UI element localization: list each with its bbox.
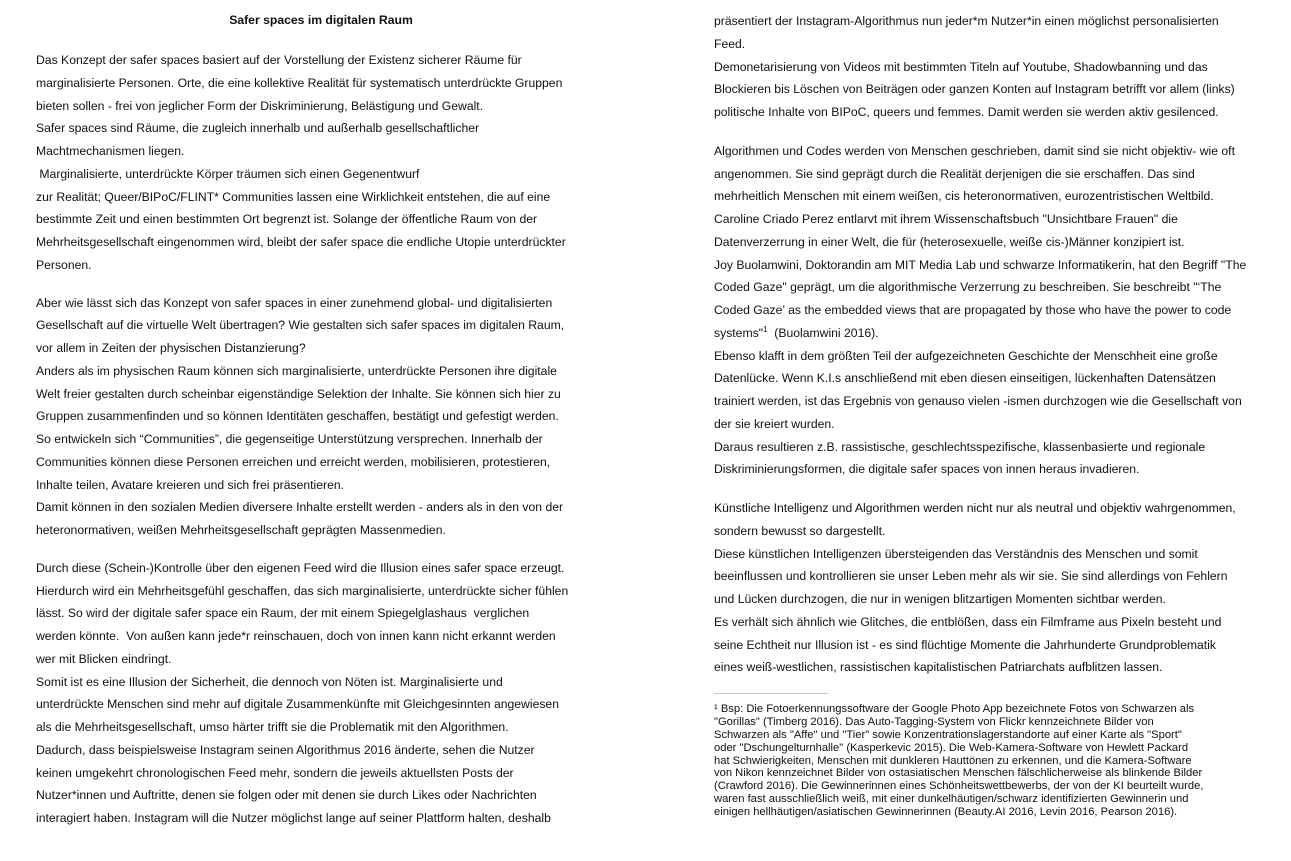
text-line: und Lücken durchzogen, die nur in wenigen blitzartigen Momenten sichtbar werden. — [714, 592, 1166, 606]
text-line-with-footnote — [714, 322, 1270, 345]
paragraph-3 — [36, 557, 596, 830]
footnote-line: oder "Dschungelturnhalle" (Kasperkevic 2015). Die Web-Kamera-Software von Hewlett Packard — [714, 741, 1189, 754]
text-line: Nutzer*innen und Auftritte, denen sie folgen oder mit denen sie durch Likes oder Nachrichten — [36, 788, 537, 803]
text-line: politische Inhalte von BIPoC, queers und femmes. Damit werden sie werden aktiv gesilenced. — [714, 105, 1219, 119]
text-line: vor allem in Zeiten der physischen Distanzierung? — [36, 341, 306, 355]
text-line: Es verhält sich ähnlich wie Glitches, die entblößen, dass ein Filmframe aus Pixeln besteht und — [714, 614, 1222, 629]
text-line: wer mit Blicken eindringt. — [36, 651, 172, 666]
text-line: Gesellschaft auf die virtuelle Welt übertragen? Wie gestalten sich safer spaces im digitalen Raum, — [36, 318, 565, 333]
paragraph-2 — [36, 292, 596, 542]
text-line: mehrheitlich Menschen mit einem weißen, cis heteronormativen, eurozentristischen Weltbild. — [714, 189, 1214, 204]
text-line: Personen. — [36, 257, 92, 272]
text-line: seine Echtheit nur Illusion ist - es sind flüchtige Momente die Jahrhunderte Grundproblematik — [714, 637, 1216, 652]
text-line: marginalisierte Personen. Orte, die eine kollektive Realität für systematisch unterdrückte Gruppen — [36, 75, 563, 90]
text-line: Ebenso klafft in dem größten Teil der aufgezeichneten Geschichte der Menschheit eine große — [714, 348, 1218, 363]
text-line: Blockieren bis Löschen von Beiträgen oder ganzen Konten auf Instagram betrifft vor allem (links) — [714, 82, 1235, 97]
text-line: Gruppen zusammenfinden und so können Identitäten geschaffen, bestätigt und gefestigt werden. — [36, 409, 559, 424]
paragraph-gap — [714, 124, 1270, 140]
footnote-line: Schwarzen als "Affe" und "Tier" sowie Konzentrationslagerstandorte auf einer Karte als "Sport" — [714, 728, 1182, 741]
text-line: So entwickeln sich “Communities”, die gegenseitige Unterstützung versprechen. Innerhalb der — [36, 432, 543, 446]
text-line: Datenverzerrung in einer Welt, die für (heterosexuelle, weiße cis-)Männer konzipiert ist. — [714, 234, 1185, 249]
text-line: eines weiß-westlichen, rassistischen kapitalistischen Patriarchats aufblitzen lassen. — [714, 660, 1163, 675]
footnote-line: hat Schwierigkeiten, Menschen mit dunkleren Hauttönen zu erkennen, und die Kamera-Software — [714, 754, 1192, 767]
text-line: bieten sollen - frei von jeglicher Form der Diskriminierung, Belästigung und Gewalt. — [36, 98, 484, 113]
text-line: Künstliche Intelligenz und Algorithmen werden nicht nur als neutral und objektiv wahrgenommen, — [714, 501, 1236, 515]
paragraph-1 — [36, 49, 596, 277]
footnote-line: einigen hellhäutigen/asiatischen Gewinnerinnen (Beauty.AI 2016, Levin 2016, Pearson 2016). — [714, 806, 1178, 819]
text-line: angenommen. Sie sind geprägt durch die Realität derjenigen die sie erschaffen. Das sind — [714, 166, 1195, 181]
text-line: Daraus resultieren z.B. rassistische, geschlechtsspezifische, klassenbasierte und regionale — [714, 439, 1206, 454]
text-line: Mehrheitsgesellschaft eingenommen wird, bleibt der safer space die endliche Utopie unterdrückter — [36, 235, 566, 249]
footnote-line: von Nikon kennzeichnet Bilder von ostasiatischen Menschen fälschlicherweise als blinkende Bilder — [714, 767, 1203, 780]
paragraph-gap — [714, 481, 1270, 497]
text-line: Welt freier gestalten durch scheinbar eigenständige Selektion der Inhalte. Sie können sich hier zu — [36, 386, 561, 401]
paragraph-gap — [36, 542, 596, 557]
text-line: Hierdurch wird ein Mehrheitsgefühl geschaffen, das sich marginalisierte, unterdrückte sicher fühlen — [36, 583, 569, 598]
paragraph-gap — [36, 277, 596, 292]
footnote-reference[interactable]: 1 — [763, 324, 768, 334]
text-line: trainiert werden, ist das Ergebnis von genauso vielen -ismen durchzogen wie die Gesellschaft von — [714, 394, 1242, 408]
footnote-separator — [714, 693, 828, 694]
footnote — [714, 703, 1270, 819]
text-line: Marginalisierte, unterdrückte Körper träumen sich einen Gegenentwurf — [36, 166, 420, 181]
text-line: Coded Gaze’ as the embedded views that are propagated by those who have the power to code — [714, 303, 1232, 317]
paragraph-5 — [714, 140, 1270, 481]
citation: (Buolamwini 2016). — [774, 325, 879, 340]
text-line: zur Realität; Queer/BIPoC/FLINT* Communities lassen eine Wirklichkeit entstehen, die auf eine — [36, 189, 551, 204]
page-title: Safer spaces im digitalen Raum — [229, 13, 413, 27]
text-line: bestimmte Zeit und einen bestimmten Ort begrenzt ist. Solange der öffentliche Raum von der — [36, 212, 538, 227]
text-line: Aber wie lässt sich das Konzept von safer spaces in einer zunehmend global- und digitalisierten — [36, 295, 553, 310]
text-line: werden könnte. Von außen kann jede*r reinschauen, doch von innen kann nicht erkannt werden — [36, 629, 556, 643]
text-line: Dadurch, dass beispielsweise Instagram seinen Algorithmus 2016 änderte, sehen die Nutzer — [36, 742, 535, 757]
text-line: als die Mehrheitsgesellschaft, umso härter trifft sie die Problematik mit den Algorithmen. — [36, 720, 509, 734]
text-line: beeinflussen und kontrollieren sie unser Leben mehr als wir sie. Sie sind allerdings von Fehlern — [714, 569, 1228, 584]
footnote-line: (Crawford 2016). Die Gewinnerinnen eines Schönheitswettbewerbs, der von der KI beurteilt wurde, — [714, 780, 1204, 793]
text-line: Demonetarisierung von Videos mit bestimmten Titeln auf Youtube, Shadowbanning und das — [714, 59, 1208, 74]
text-line: Safer spaces sind Räume, die zugleich innerhalb und außerhalb gesellschaftlicher — [36, 121, 480, 136]
text-line: Somit ist es eine Illusion der Sicherheit, die dennoch von Nöten ist. Marginalisierte und — [36, 674, 503, 689]
text-line: Caroline Criado Perez entlarvt mit ihrem Wissenschaftsbuch "Unsichtbare Frauen" die — [714, 212, 1178, 226]
text-line: Diese künstlichen Intelligenzen übersteigenden das Verständnis des Menschen und somit — [714, 546, 1198, 561]
text-line: interagiert haben. Instagram will die Nutzer möglichst lange auf seiner Plattform halten, deshalb — [36, 811, 551, 825]
text-line: Communities können diese Personen erreichen und erreicht werden, mobilisieren, protestieren, — [36, 454, 551, 469]
text-line: Inhalte teilen, Avatare kreieren und sich frei präsentieren. — [36, 477, 345, 492]
left-column — [36, 0, 596, 830]
text-line: unterdrückte Menschen sind mehr auf digitale Zusammenkünfte mit Gleichgesinnten angewiesen — [36, 697, 559, 712]
paragraph-4 — [714, 10, 1270, 124]
text-line: Damit können in den sozialen Medien diversere Inhalte erstellt werden - anders als in den von der — [36, 500, 564, 515]
text-line: Durch diese (Schein-)Kontrolle über den eigenen Feed wird die Illusion eines safer space erzeugt. — [36, 560, 565, 575]
text-line: Datenlücke. Wenn K.I.s anschließend mit eben diesen einseitigen, lückenhaften Datensätzen — [714, 371, 1216, 386]
text-line: Diskriminierungsformen, die digitale safer spaces von innen heraus invadieren. — [714, 462, 1140, 477]
text-line: sondern bewusst so dargestellt. — [714, 523, 886, 538]
footnote-line: "Gorillas" (Timberg 2016). Das Auto-Tagging-System von Flickr kennzeichnete Bilder von — [714, 715, 1154, 728]
footnote-line: waren fast ausschließlich weiß, mit einer dunkelhäutigen/schwarz identifizierten Gewinnerin und — [714, 793, 1189, 806]
text-line: Algorithmen und Codes werden von Menschen geschrieben, damit sind sie nicht objektiv- wie oft — [714, 143, 1235, 158]
paragraph-6 — [714, 497, 1270, 679]
text-line: Joy Buolamwini, Doktorandin am MIT Media Lab und schwarze Informatikerin, hat den Begriff "The — [714, 257, 1247, 272]
text-line: Feed. — [714, 36, 746, 51]
text-segment: systems" — [714, 325, 764, 340]
text-line: Anders als im physischen Raum können sich marginalisierte, unterdrückte Personen ihre digitale — [36, 363, 557, 378]
text-line: keinen umgekehrt chronologischen Feed mehr, sondern die jeweils aktuellsten Posts der — [36, 765, 514, 780]
footnote-line: ¹ Bsp: Die Fotoerkennungssoftware der Google Photo App bezeichnete Fotos von Schwarzen als — [714, 703, 1195, 715]
text-line: lässt. So wird der digitale safer space ein Raum, der mit einem Spiegelglashaus verglichen — [36, 606, 530, 621]
text-line: heteronormativen, weißen Mehrheitsgesellschaft geprägten Massenmedien. — [36, 523, 446, 537]
text-line: Machtmechanismen liegen. — [36, 144, 185, 158]
text-line: präsentiert der Instagram-Algorithmus nun jeder*m Nutzer*in einen möglichst personalisierten — [714, 14, 1219, 28]
text-line: der sie kreiert wurden. — [714, 416, 835, 431]
text-line: Das Konzept der safer spaces basiert auf der Vorstellung der Existenz sicherer Räume für — [36, 53, 522, 67]
text-line: Coded Gaze" geprägt, um die algorithmische Verzerrung zu beschreiben. Sie beschreibt "‘The — [714, 280, 1222, 295]
right-column — [714, 0, 1270, 819]
